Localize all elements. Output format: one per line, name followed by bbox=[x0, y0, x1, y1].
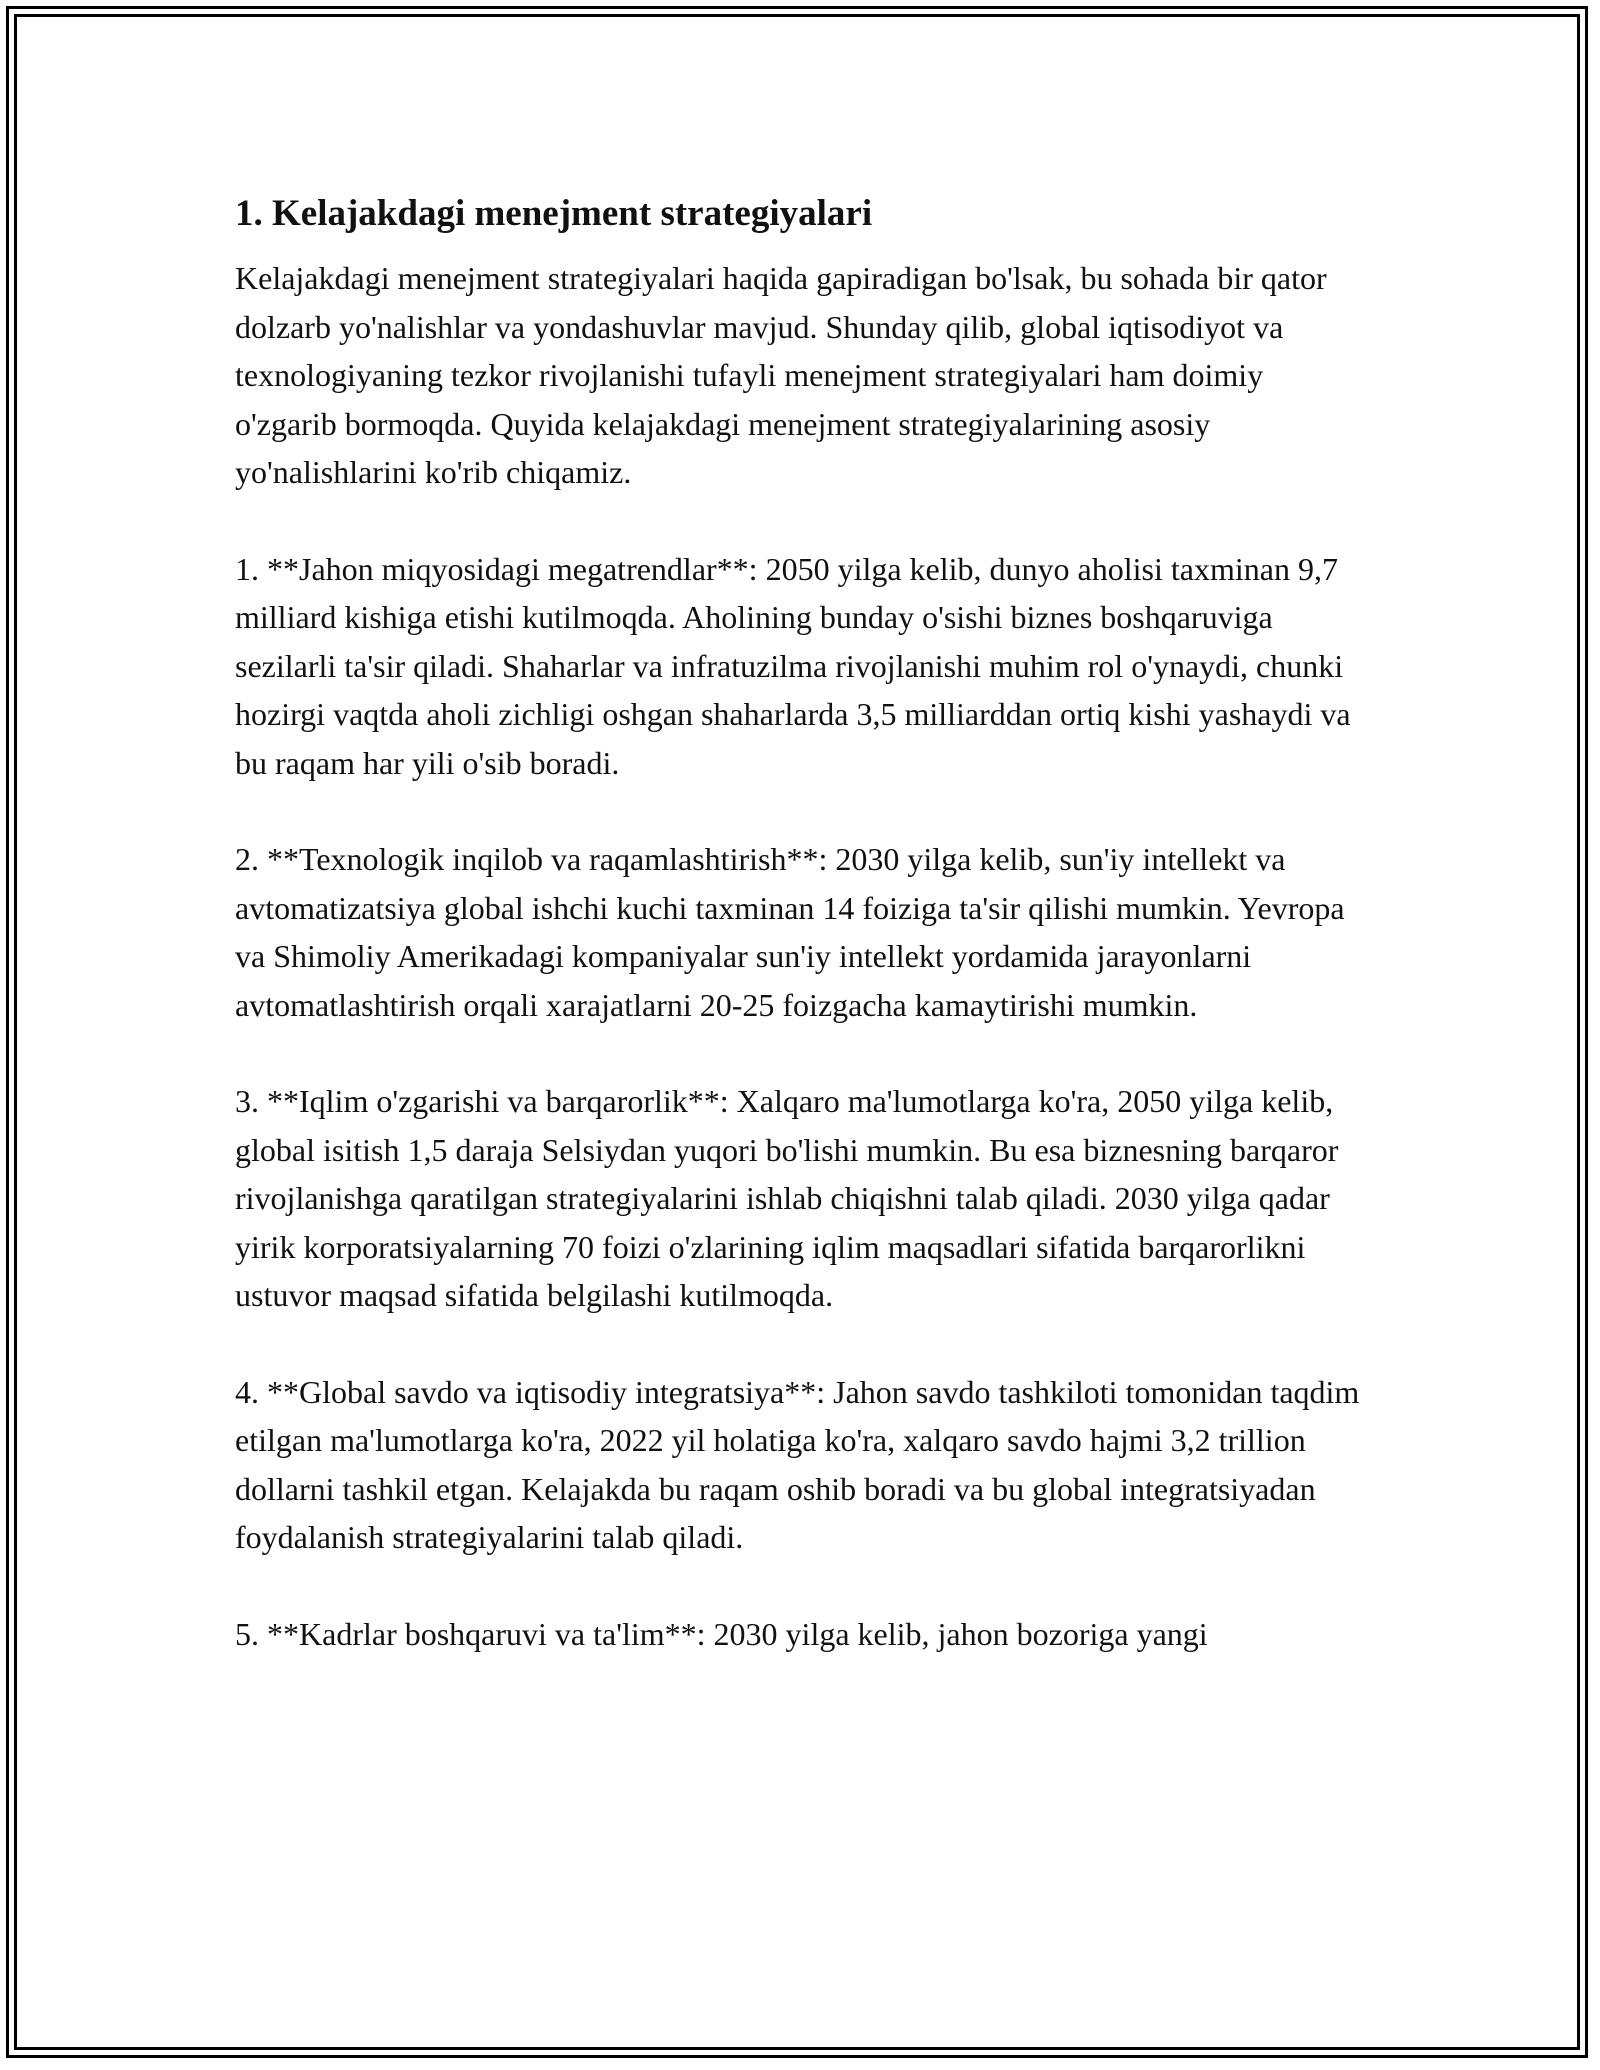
list-item-hr-education: 5. **Kadrlar boshqaruvi va ta'lim**: 2030 yilga kelib, jahon bozoriga yangi bbox=[235, 1615, 1208, 1652]
list-item-megatrends: 1. **Jahon miqyosidagi megatrendlar**: 2050 yilga kelib, dunyo aholisi taxminan 9,7 milliard kishiga etishi kutilmoqda. Aholining bunday o'sishi biznes boshqaruviga sezilarli ta'sir qiladi. Shaharlar va infratuzilma rivojlanishi muhim rol o'ynaydi, chunki hozirgi vaqtda aholi zichligi oshgan shaharlarda 3,5 milliarddan ortiq kishi yashaydi va bu raqam har yili o'sib boradi. bbox=[235, 550, 1351, 781]
list-item-climate: 3. **Iqlim o'zgarishi va barqarorlik**: Xalqaro ma'lumotlarga ko'ra, 2050 yilga kelib, global isitish 1,5 daraja Selsiydan yuqori bo'lishi mumkin. Bu esa biznesning barqaror rivojlanishga qaratilgan strategiyalarini ishlab chiqishni talab qiladi. 2030 yilga qadar yirik korporatsiyalarning 70 foizi o'zlarining iqlim maqsadlari sifatida barqarorlikni ustuvor maqsad sifatida belgilashi kutilmoqda. bbox=[235, 1083, 1339, 1313]
list-item-technology: 2. **Texnologik inqilob va raqamlashtirish**: 2030 yilga kelib, sun'iy intellekt va avtomatizatsiya global ishchi kuchi taxminan 14 foiziga ta'sir qilishi mumkin. Yevropa va Shimoliy Amerikadagi kompaniyalar sun'iy intellekt yordamida jarayonlarni avtomatlashtirish orqali xarajatlarni 20-25 foizgacha kamaytirishi mumkin. bbox=[235, 841, 1345, 1023]
document-body bbox=[235, 186, 1370, 1706]
intro-paragraph: Kelajakdagi menejment strategiyalari haqida gapiradigan bo'lsak, bu sohada bir qator dolzarb yo'nalishlar va yondashuvlar mavjud. Shunday qilib, global iqtisodiyot va texnologiyaning tezkor rivojlanishi tufayli menejment strategiyalari ham doimiy o'zgarib bormoqda. Quyida kelajakdagi menejment strategiyalarining asosiy yo'nalishlarini ko'rib chiqamiz. bbox=[235, 260, 1327, 490]
document-title: 1. Kelajakdagi menejment strategiyalari bbox=[235, 193, 873, 234]
list-item-global-trade: 4. **Global savdo va iqtisodiy integratsiya**: Jahon savdo tashkiloti tomonidan taqdim etilgan ma'lumotlarga ko'ra, 2022 yil holatiga ko'ra, xalqaro savdo hajmi 3,2 trillion dollarni tashkil etgan. Kelajakda bu raqam oshib boradi va bu global integratsiyadan foydalanish strategiyalarini talab qiladi. bbox=[235, 1373, 1360, 1555]
